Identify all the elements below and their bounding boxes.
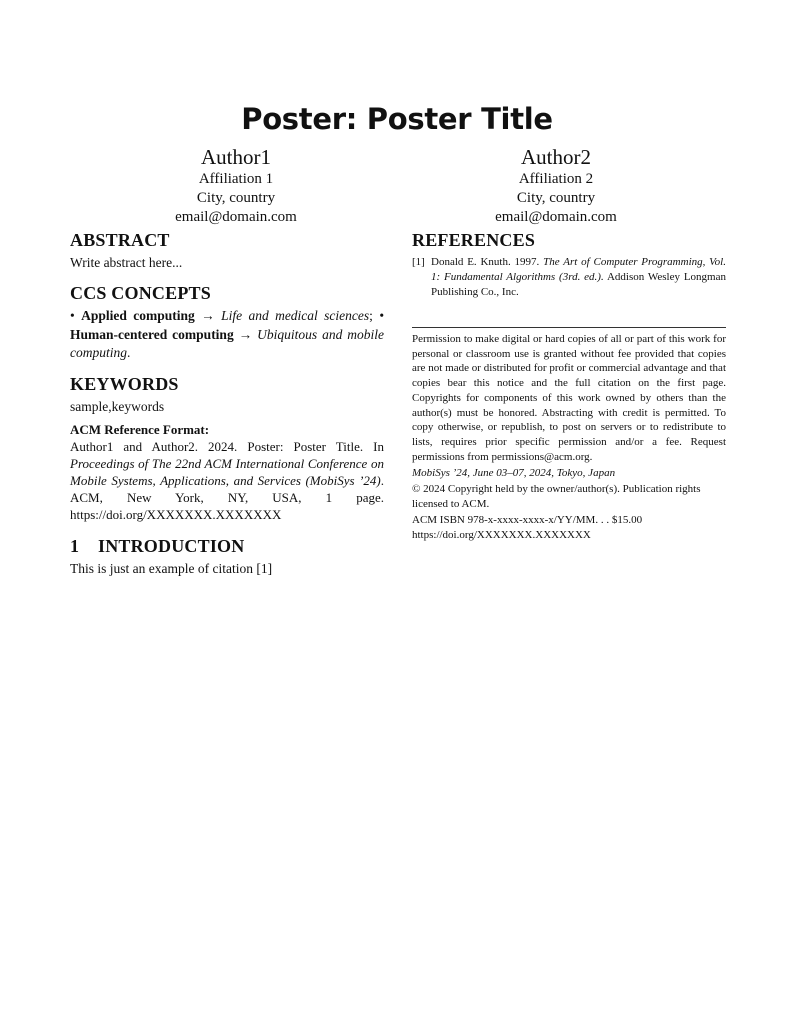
abstract-text: Write abstract here... [70,255,183,270]
isbn: ACM ISBN 978-x-xxxx-xxxx-x/YY/MM. . . $15.00 [412,513,643,526]
separator: ; [369,308,373,323]
author-location: City, country [196,190,276,206]
references-heading: REFERENCES [412,230,536,250]
author-block-2 [426,145,686,227]
introduction-section [70,535,384,578]
acm-reference-venue: Proceedings of The 22nd ACM International Conference on Mobile Systems, Applications, and Services (MobiSys ’24) [70,455,384,488]
arrow-icon: → [201,308,215,323]
author-name: Author2 [521,145,591,169]
ccs-concepts [70,307,384,363]
references-section [412,229,726,300]
left-column [70,229,384,588]
section-number: 1 [70,535,80,556]
arrow-icon: → [238,326,253,342]
author-block-1 [106,145,366,227]
author-affiliation: Affiliation 1 [198,171,274,187]
acm-reference-suffix: . ACM, New York, NY, USA, 1 page. https://doi.org/XXXXXXX.XXXXXXX [70,472,384,522]
bullet: • [70,308,75,323]
ccs-section [70,282,384,363]
ccs-category: Human-centered computing [70,326,234,342]
acm-reference-text [70,438,384,523]
ccs-category: Applied computing [81,308,195,323]
keywords-text: sample,keywords [70,398,165,414]
author-name: Author1 [201,145,271,169]
reference-authors: Donald E. Knuth. 1997. [431,256,544,268]
copyright-notice: © 2024 Copyright held by the owner/author(s). Publication rights licensed to ACM. [412,482,701,511]
author-email: email@domain.com [495,209,617,225]
keywords-heading: KEYWORDS [70,373,179,394]
author-location: City, country [516,190,596,206]
author-affiliation: Affiliation 2 [518,171,594,187]
footnote-divider [412,327,726,328]
separator: . [127,345,131,360]
acm-reference-label: ACM Reference Format: [70,421,210,437]
ccs-concept: Life and medical sciences [221,308,370,323]
author-email: email@domain.com [175,209,297,225]
reference-number: [1] [412,256,425,268]
abstract-heading: ABSTRACT [70,230,170,250]
keywords-section [70,373,384,523]
conference-info: MobiSys ’24, June 03–07, 2024, Tokyo, Japan [412,467,616,480]
acm-reference-prefix: Author1 and Author2. 2024. Poster: Poster Title. In [70,438,384,454]
abstract-section [70,229,384,272]
reference-publisher: Addison Wesley Longman Publishing Co., Inc. [431,271,726,298]
reference-item [412,255,726,300]
section-title: INTRODUCTION [98,535,245,556]
introduction-heading [70,535,384,557]
bullet: • [379,308,385,323]
reference-title: The Art of Computer Programming, Vol. 1: Fundamental Algorithms (3rd. ed.). [431,256,726,283]
introduction-text: This is just an example of citation [1] [70,560,273,576]
ccs-heading: CCS CONCEPTS [70,283,211,303]
ccs-concept: Ubiquitous and mobile computing [70,326,385,360]
right-column [412,229,726,544]
paper-title: Poster: Poster Title [241,102,553,136]
reference-body [431,255,726,300]
doi-link[interactable]: https://doi.org/XXXXXXX.XXXXXXX [412,529,591,542]
permission-text: Permission to make digital or hard copies of all or part of this work for personal or classroom use is granted without fee provided that copies are not made or distributed for profit or commercial advantage and that copies bear this notice and the full citation on the first page. Copyrights for components of this work owned by others than the author(s) must be honored. Abstracting with credit is permitted. To copy otherwise, or republish, to post on servers or to redistribute to lists, requires prior specific permission and/or a fee. Request permissions from permissions@acm.org. [412,333,726,463]
